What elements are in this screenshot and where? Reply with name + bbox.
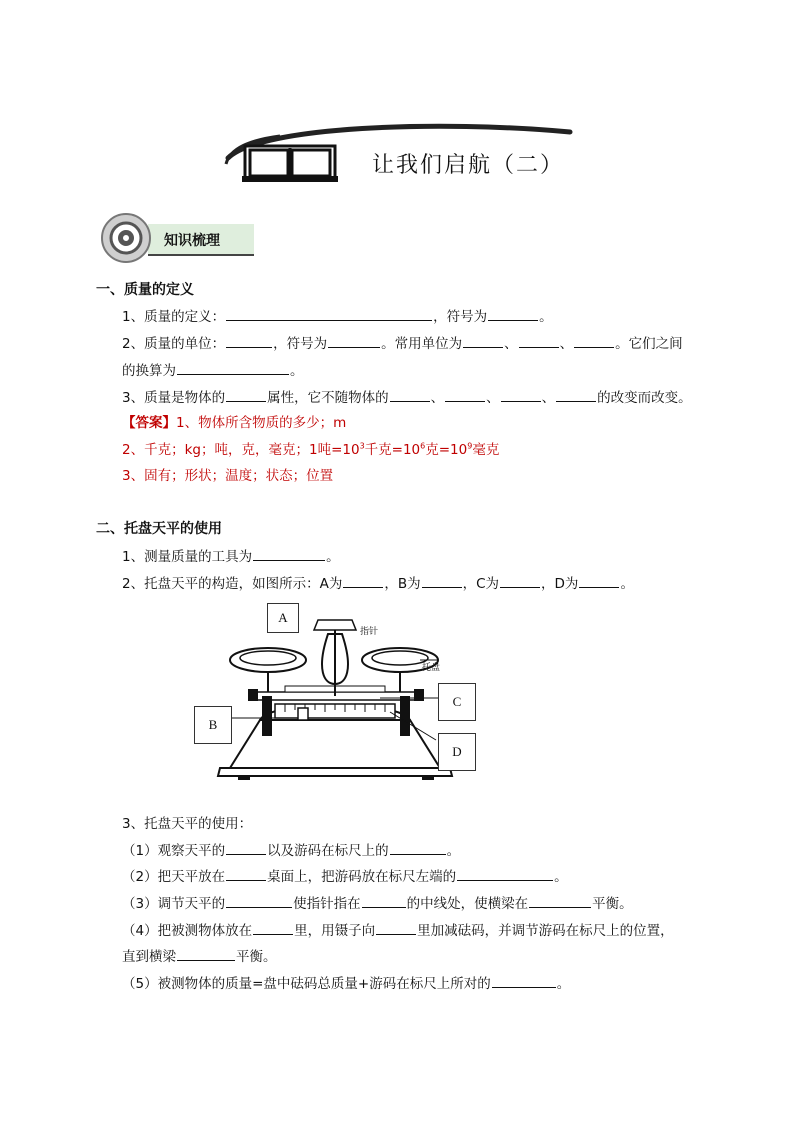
s1-question-2 [122,333,683,354]
text: 直到横梁 [122,949,176,965]
blank[interactable] [529,893,591,908]
blank[interactable] [501,387,541,402]
text: 。它们之间 [615,336,683,352]
pan-annotation: 托盘 [422,663,441,673]
blank[interactable] [343,573,383,588]
pointer-annotation: 指针 [360,627,379,637]
blank[interactable] [376,920,416,935]
text: 。 [446,843,461,859]
blank[interactable] [390,387,430,402]
text: ，B为 [384,576,421,592]
blank[interactable] [226,866,266,881]
answer-1 [122,413,346,433]
text: 。 [326,549,340,565]
header-banner [220,118,580,188]
text: ，符号为 [433,309,488,325]
blank[interactable] [362,893,406,908]
text: ，符号为 [273,336,328,352]
section-badge [100,212,260,264]
exponent: 9 [467,441,473,451]
text: 以及游码在标尺上的 [267,843,389,859]
blank[interactable] [177,360,289,375]
blank[interactable] [445,387,485,402]
text: （4）把被测物体放在 [122,923,253,939]
text: 平衡。 [236,949,277,965]
s1-question-2-cont [122,360,304,381]
text: 。 [556,976,571,992]
text: 里加减砝码，并调节游码在标尺上的位置， [417,923,674,939]
blank[interactable] [500,573,540,588]
text: 、 [430,390,445,406]
blank[interactable] [390,840,446,855]
text: 、 [541,390,556,406]
blank[interactable] [556,387,596,402]
blank[interactable] [253,546,325,561]
blank[interactable] [177,946,235,961]
text: 1、测量质量的工具为 [122,549,253,565]
text: （3）调节天平的 [122,896,226,912]
blank[interactable] [226,893,292,908]
badge-label: 知识梳理 [164,233,220,249]
text: 、 [486,390,500,406]
text: 2、质量的单位： [122,336,226,352]
text: （5）被测物体的质量=盘中砝码总质量+游码在标尺上所对的 [122,976,491,992]
text: 的中线处，使横梁在 [406,896,529,912]
text: 属性，它不随物体的 [267,390,389,406]
label-box-b: B [194,706,232,744]
blank[interactable] [463,333,503,348]
blank[interactable] [226,840,266,855]
blank[interactable] [226,306,432,321]
label-box-d: D [438,733,476,771]
section1-heading: 一、质量的定义 [96,282,194,298]
blank[interactable] [457,866,553,881]
blank[interactable] [422,573,462,588]
text: （2）把天平放在 [122,869,226,885]
text: ，D为 [541,576,579,592]
answer-3: 3、固有；形状；温度；状态；位置 [122,468,334,484]
blank[interactable] [519,333,559,348]
text: 毫克 [472,442,500,458]
blank[interactable] [226,387,266,402]
text: 2、千克；kg；吨，克，毫克；1吨=10 [122,442,360,458]
blank[interactable] [328,333,380,348]
blank[interactable] [488,306,538,321]
s1-question-3 [122,387,692,408]
text: 里，用镊子向 [294,923,376,939]
target-icon [100,212,152,264]
text: 平衡。 [592,896,633,912]
text: 。 [539,309,553,325]
answer-tag: 【答案】 [122,415,176,431]
blank[interactable] [226,333,272,348]
page-title: 让我们启航（二） [372,153,565,178]
text: ，C为 [462,576,500,592]
text: 2、托盘天平的构造，如图所示：A为 [122,576,343,592]
blank[interactable] [579,573,619,588]
text: 。 [290,363,304,379]
text: （1）观察天平的 [122,843,226,859]
blank[interactable] [253,920,293,935]
text: 、 [559,336,574,352]
s2-question-2 [122,573,634,594]
text: 千克=10 [364,442,421,458]
step-4 [122,920,674,941]
s2-question-3: 3、托盘天平的使用： [122,816,253,832]
blank[interactable] [574,333,614,348]
text: 。 [620,576,634,592]
step-1 [122,840,460,861]
s1-question-1 [122,306,553,327]
text: 桌面上，把游码放在标尺左端的 [267,869,457,885]
step-3 [122,893,633,914]
text: 3、质量是物体的 [122,390,226,406]
step-4-cont [122,946,277,967]
text: 使指针指在 [293,896,361,912]
exponent: 3 [359,441,365,451]
step-5 [122,973,570,994]
label-box-c: C [438,683,476,721]
text: 克=10 [425,442,468,458]
answer-2 [122,440,499,460]
text: 的换算为 [122,363,176,379]
blank[interactable] [492,973,556,988]
section2-heading: 二、托盘天平的使用 [96,521,222,537]
step-2 [122,866,568,887]
text: 1、质量的定义： [122,309,226,325]
text: 、 [504,336,518,352]
label-box-a: A [267,603,299,633]
exponent: 6 [420,441,426,451]
text: 。常用单位为 [381,336,463,352]
text: 。 [554,869,568,885]
text: 的改变而改变。 [597,390,692,406]
text: 1、物体所含物质的多少；m [176,415,347,431]
s2-question-1 [122,546,340,567]
